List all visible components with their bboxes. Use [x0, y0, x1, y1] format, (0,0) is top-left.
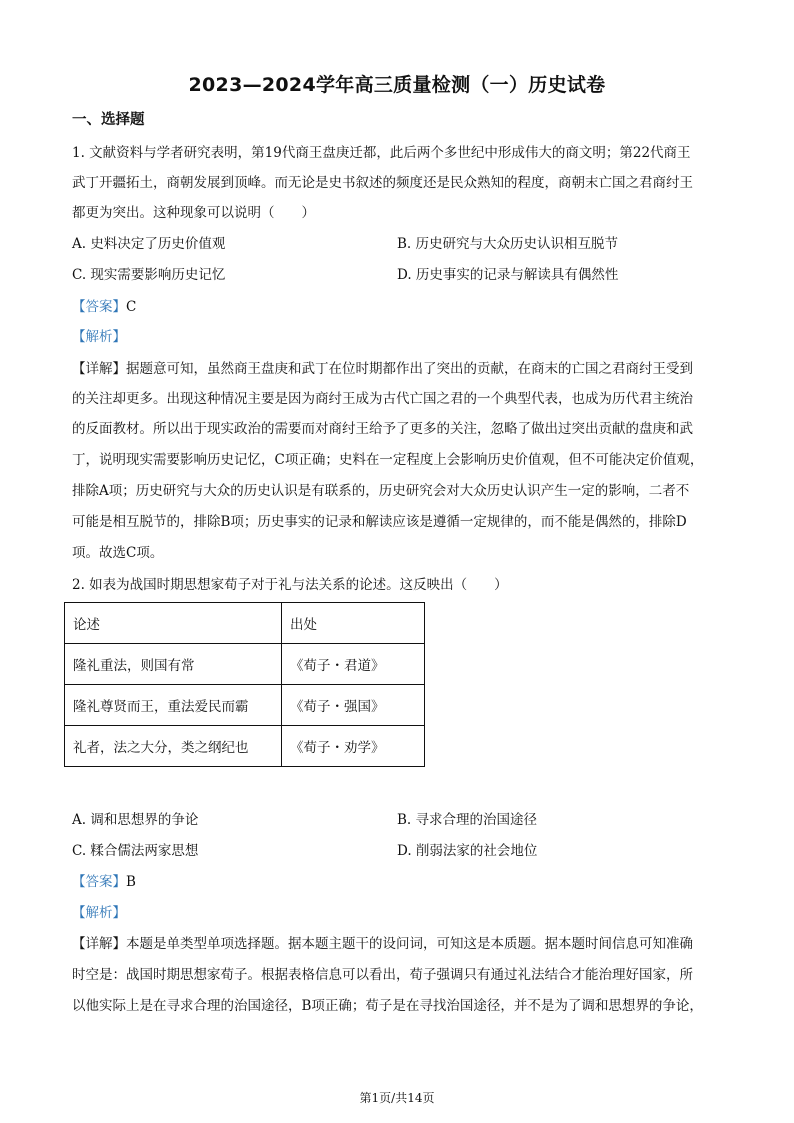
table-row	[65, 644, 425, 685]
table-cell: 《荀子・君道》	[282, 644, 425, 685]
table-row	[65, 685, 425, 726]
table-header-cell: 出处	[282, 603, 425, 644]
q1-detail-line: 的关注却更多。出现这种情况主要是因为商纣王成为古代亡国之君的一个典型代表，也成为历代君主统治	[72, 391, 693, 407]
table-cell: 隆礼尊贤而王，重法爱民而霸	[65, 685, 282, 726]
q2-analysis-label: 【解析】	[72, 905, 126, 921]
q2-table	[64, 602, 425, 767]
q2-option-d: D. 削弱法家的社会地位	[397, 843, 538, 859]
q1-detail-line: 排除A项；历史研究与大众的历史认识是有联系的，历史研究会对大众历史认识产生一定的影响，二者不	[72, 483, 690, 499]
table-cell: 《荀子・强国》	[282, 685, 425, 726]
q1-detail-line: 丁，说明现实需要影响历史记忆，C项正确；史料在一定程度上会影响历史价值观，但不可能决定价值观，	[72, 452, 704, 468]
q1-stem-line: 武丁开疆拓土，商朝发展到顶峰。而无论是史书叙述的频度还是民众熟知的程度，商朝末亡国之君商纣王	[72, 175, 693, 191]
answer-label: 【答案】	[72, 299, 126, 315]
answer-label: 【答案】	[72, 874, 126, 890]
answer-value: B	[126, 874, 136, 890]
table-cell: 《荀子・劝学》	[282, 726, 425, 767]
q2-option-c: C. 糅合儒法两家思想	[72, 843, 199, 859]
q1-detail-line: 可能是相互脱节的，排除B项；历史事实的记录和解读应该是遵循一定规律的，而不能是偶然的，排除D	[72, 514, 687, 530]
q2-detail-line: 以他实际上是在寻求合理的治国途径，B项正确；荀子是在寻找治国途径，并不是为了调和思想界的争论，	[72, 998, 703, 1014]
answer-value: C	[126, 299, 137, 315]
q1-stem-line: 1. 文献资料与学者研究表明，第19代商王盘庚迁都，此后两个多世纪中形成伟大的商文明；第22代商王	[72, 145, 691, 161]
q2-detail-line: 时空是：战国时期思想家荀子。根据表格信息可以看出，荀子强调只有通过礼法结合才能治理好国家，所	[72, 967, 693, 983]
q2-option-b: B. 寻求合理的治国途径	[397, 812, 538, 828]
q2-answer	[72, 873, 732, 891]
q1-stem-line: 都更为突出。这种现象可以说明（ ）	[72, 205, 315, 221]
q1-option-a: A. 史料决定了历史价值观	[72, 236, 226, 252]
table-cell: 礼者，法之大分，类之纲纪也	[65, 726, 282, 767]
page-footer: 第1页/共14页	[359, 1091, 435, 1105]
q1-option-c: C. 现实需要影响历史记忆	[72, 267, 226, 283]
q1-detail-line: 项。故选C项。	[72, 545, 164, 561]
q1-analysis-label: 【解析】	[72, 329, 126, 345]
q2-option-a: A. 调和思想界的争论	[72, 812, 199, 828]
table-cell: 隆礼重法，则国有常	[65, 644, 282, 685]
q1-option-d: D. 历史事实的记录与解读具有偶然性	[397, 267, 619, 283]
section-heading: 一、选择题	[72, 112, 145, 128]
q2-detail-line: 【详解】本题是单类型单项选择题。据本题主题干的设问词，可知这是本质题。据本题时间信息可知准确	[72, 936, 693, 952]
q1-detail-line: 【详解】据题意可知，虽然商王盘庚和武丁在位时期都作出了突出的贡献，在商末的亡国之君商纣王受到	[72, 361, 693, 377]
page-title: 2023—2024学年高三质量检测（一）历史试卷	[188, 74, 606, 96]
table-header-row	[65, 603, 425, 644]
table-row	[65, 726, 425, 767]
q2-stem: 2. 如表为战国时期思想家荀子对于礼与法关系的论述。这反映出（ ）	[72, 577, 508, 593]
q1-answer	[72, 298, 732, 316]
table-header-cell: 论述	[65, 603, 282, 644]
q1-detail-line: 的反面教材。所以出于现实政治的需要而对商纣王给予了更多的关注，忽略了做出过突出贡献的盘庚和武	[72, 421, 693, 437]
q1-option-b: B. 历史研究与大众历史认识相互脱节	[397, 236, 619, 252]
